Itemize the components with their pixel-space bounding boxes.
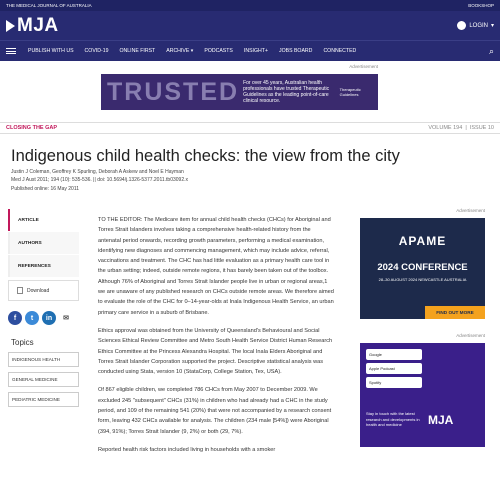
- email-icon[interactable]: ✉: [63, 315, 69, 322]
- download-label: Download: [27, 287, 50, 294]
- article-sidenav: [8, 209, 79, 278]
- citation: Med J Aust 2011; 194 (10): 535-536. || doi: 10.5694/j.1326-5377.2011.tb03092.x: [11, 177, 189, 184]
- find-out-more-button[interactable]: FIND OUT MORE: [425, 306, 485, 319]
- spotify-badge[interactable]: Spotify: [366, 377, 422, 388]
- published-date: Published online: 16 May 2011: [11, 185, 80, 192]
- download-icon: [17, 287, 23, 294]
- conference-title: 2024 CONFERENCE: [377, 262, 468, 273]
- ad-label: Advertisement: [456, 208, 485, 213]
- ad-brand: TRUSTED: [107, 77, 240, 106]
- citation-text: Med J Aust 2011; 194 (10): 535-536.: [11, 177, 92, 184]
- sidenav-references[interactable]: REFERENCES: [8, 255, 79, 277]
- sidenav-authors[interactable]: AUTHORS: [8, 232, 79, 254]
- twitter-icon[interactable]: t: [25, 311, 39, 325]
- top-banner-ad[interactable]: [101, 74, 378, 110]
- tag-indigenous-health[interactable]: INDIGENOUS HEALTH: [8, 352, 79, 367]
- chevron-down-icon: ▾: [490, 23, 494, 29]
- topic-tags: [8, 352, 79, 412]
- paragraph: Ethics approval was obtained from the University of Queensland's Behavioural and Social Sciences Ethical Review Committee and Metro South Health Service District Human Research Ethics Committee at the Princess Alexandra Hospital. The local Inala Elders Aboriginal and Torres Strait Islander Corporation supported the project. Descriptive statistical analysis was conducted using Stata, version 10 (StataCorp, College Station, Tex, USA).: [98, 327, 333, 376]
- tag-pediatric-medicine[interactable]: PEDIATRIC MEDICINE: [8, 392, 79, 407]
- linkedin-icon[interactable]: in: [42, 311, 56, 325]
- logo-text: MJA: [17, 14, 59, 36]
- nav-covid[interactable]: COVID-19: [84, 48, 109, 54]
- issue[interactable]: ISSUE 10: [469, 125, 494, 131]
- mja-ad-logo: MJA: [428, 413, 454, 427]
- nav-podcasts[interactable]: PODCASTS: [204, 48, 233, 54]
- main-nav: [0, 40, 500, 61]
- volume[interactable]: VOLUME 194: [428, 125, 463, 131]
- paragraph: Of 867 eligible children, we completed 786 CHCs from May 2007 to December 2009. We excluded 245 "subsequent" CHCs (31%) in children who had already had a CHC in the study period, and 109 of the remaining 541 (20%) that were not accompanied by a research consent form, leaving 432 CHCs available for analysis. The children (234 male [54%]) were Aboriginal (394, 91%); Torres Strait Islander (9, 2%) or both (29, 7%).: [98, 387, 332, 435]
- top-bar: [0, 0, 500, 11]
- brand-bar: [0, 11, 500, 40]
- journal-name: THE MEDICAL JOURNAL OF AUSTRALIA: [6, 3, 92, 8]
- nav-insight[interactable]: INSIGHT+: [243, 48, 268, 54]
- ad-label: Advertisement: [456, 333, 485, 338]
- facebook-icon[interactable]: f: [8, 311, 22, 325]
- search-icon[interactable]: ⌕: [488, 45, 494, 56]
- apame-logo: APAME: [398, 234, 447, 248]
- paragraph: Reported health risk factors included living in households with a smoker: [98, 446, 276, 453]
- article-title: Indigenous child health checks: the view from the city: [11, 147, 400, 165]
- conference-dates: 28–30 AUGUST 2024 NEWCASTLE AUSTRALIA: [378, 277, 467, 282]
- section-bar: [0, 122, 500, 134]
- section-label[interactable]: CLOSING THE GAP: [6, 125, 58, 131]
- article-body: [98, 215, 335, 463]
- podcast-ad[interactable]: [360, 343, 485, 447]
- top-ad-label: Advertisement: [349, 64, 378, 69]
- logo-mark-icon: [6, 20, 15, 32]
- sidenav-article[interactable]: ARTICLE: [8, 209, 79, 231]
- nav-publish[interactable]: PUBLISH WITH US: [28, 48, 74, 54]
- nav-connected[interactable]: CONNECTED: [323, 48, 357, 54]
- doi[interactable]: doi: 10.5694/j.1326-5377.2011.tb03092.x: [97, 177, 189, 184]
- login-button[interactable]: [457, 21, 494, 30]
- nav-jobs[interactable]: JOBS BOARD: [278, 48, 313, 54]
- podcast-ad-text: Stay in touch with the latest research and developments in health and medicine: [366, 411, 420, 427]
- ad-sponsor: Therapeutic Guidelines: [339, 87, 361, 97]
- nav-online-first[interactable]: ONLINE FIRST: [119, 48, 156, 54]
- conference-ad[interactable]: [360, 218, 485, 319]
- user-icon: [457, 21, 466, 30]
- volume-issue: VOLUME 194 | ISSUE 10: [428, 125, 494, 131]
- google-podcasts-badge[interactable]: Google: [366, 349, 422, 360]
- mja-logo[interactable]: [6, 15, 59, 37]
- chevron-down-icon: ▾: [190, 48, 194, 54]
- nav-archive[interactable]: [166, 48, 193, 54]
- article-meta: [11, 168, 188, 193]
- share-buttons: [8, 311, 73, 325]
- authors: Justin J Coleman, Geoffrey K Spurling, Deborah A Askew and Noel E Hayman: [11, 169, 184, 175]
- right-column-ads: [360, 208, 485, 447]
- menu-icon[interactable]: [6, 46, 16, 55]
- paragraph: TO THE EDITOR: The Medicare item for annual child health checks (CHCs) for Aboriginal and Torres Strait Islanders involves taking a comprehensive health-related history from the antenatal period onwards, recording growth parameters, performing a medical examination, identifying new diagnoses and commencing management, which may include advice, referral, vaccinations and treatment. The CHC has had little evaluation as a primary health care tool in the urban setting; indeed, outside remote regions, it has barely been taken out of the toolbox. Although 76% of Aboriginal and Torres Strait Islander people live in urban or regional areas,1 we are unaware of any published research on CHCs outside remote areas. We therefore aimed to evaluate the role of the CHC for 0–14-year-olds at Inala Indigenous Health Service, an urban primary care service in a suburb of Brisbane.: [98, 217, 334, 316]
- login-label: LOGIN: [469, 22, 488, 29]
- apple-podcast-badge[interactable]: Apple Podcast: [366, 363, 422, 374]
- tag-general-medicine[interactable]: GENERAL MEDICINE: [8, 372, 79, 387]
- topics-heading: Topics: [11, 338, 34, 347]
- bookshop-link[interactable]: BOOKSHOP: [468, 3, 494, 8]
- ad-text: For over 45 years, Australian health professionals have trusted Therapeutic Guidelines as the leading point-of-care clinical resource.: [243, 80, 330, 104]
- nav-archive-label: ARCHIVE: [166, 48, 190, 54]
- download-button[interactable]: [8, 280, 79, 301]
